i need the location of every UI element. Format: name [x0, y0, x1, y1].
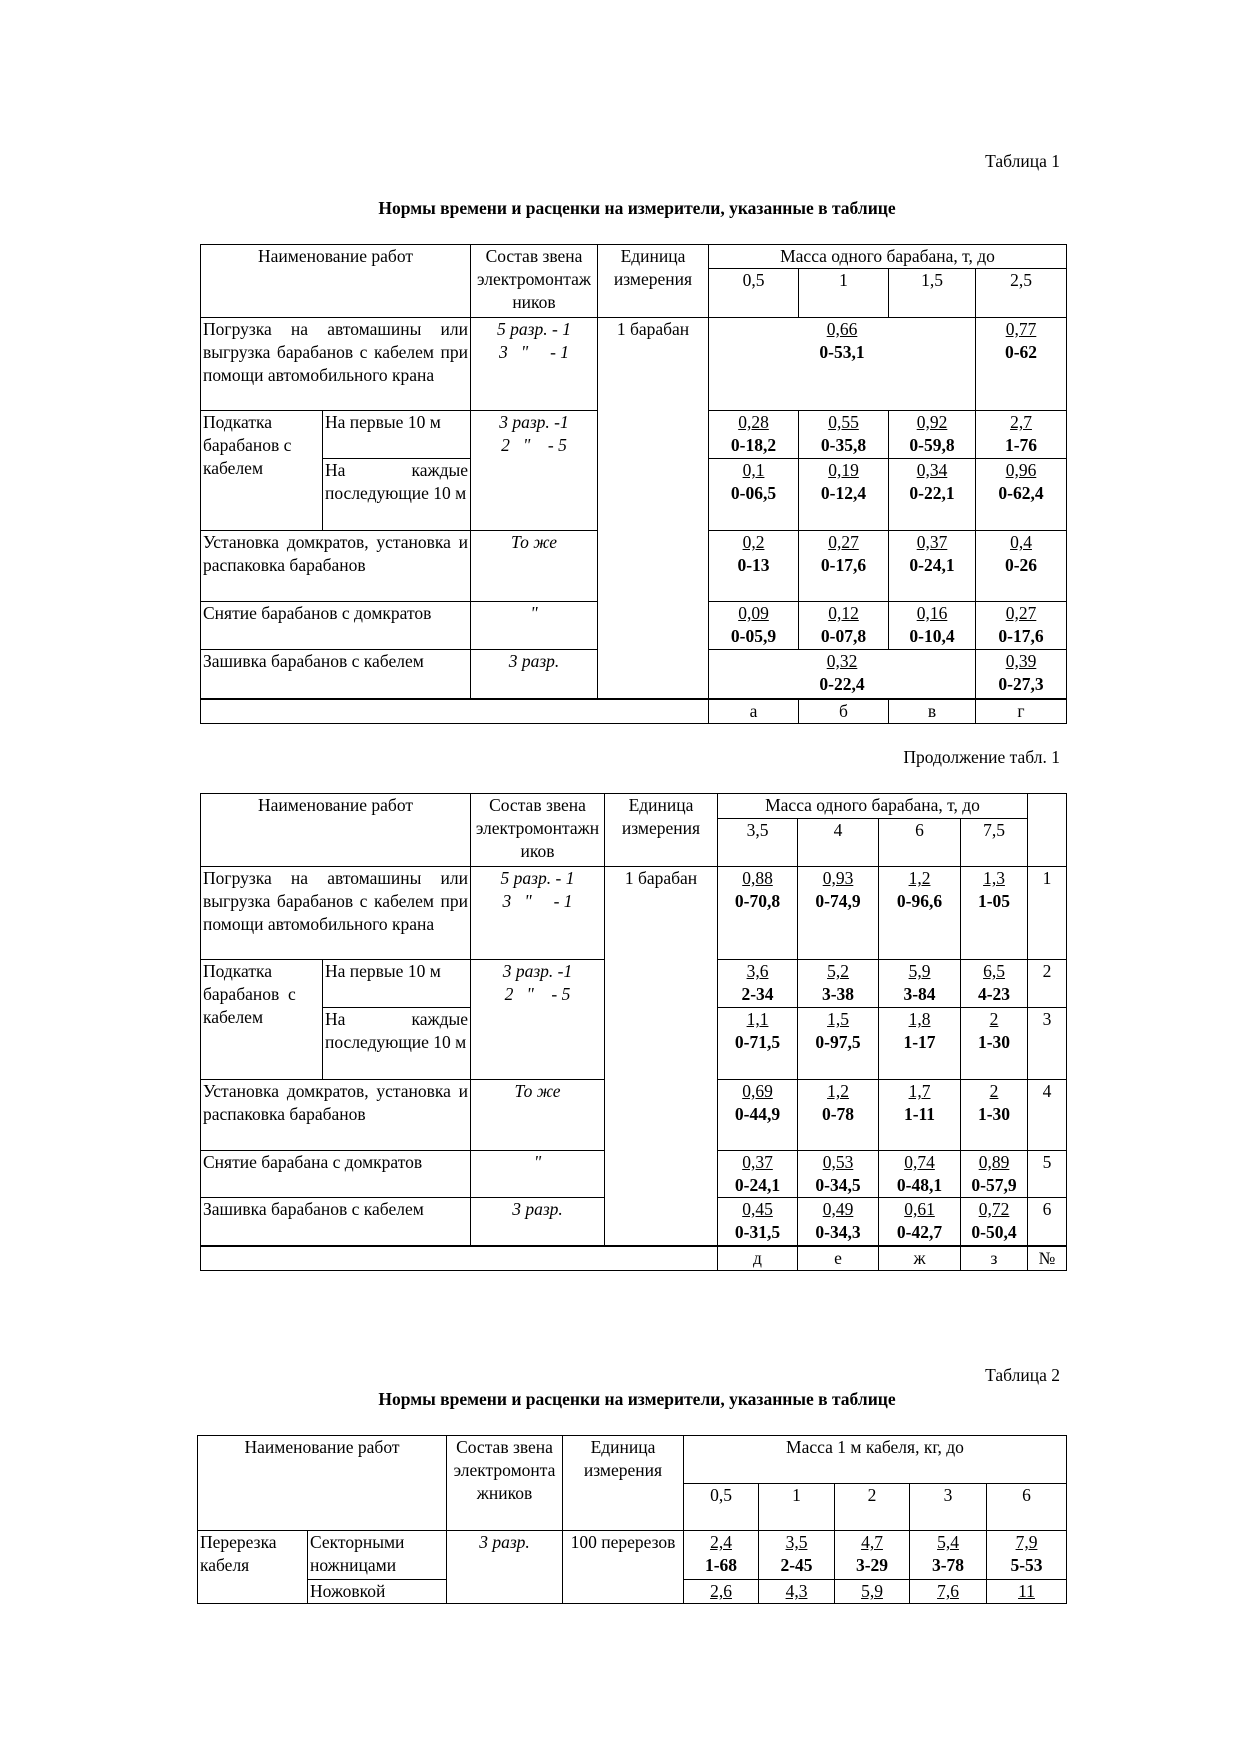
work-name: Зашивка барабанов с кабелем — [201, 650, 471, 699]
table1 — [200, 244, 1067, 724]
header-number — [1028, 794, 1067, 867]
norm-cell: 0,2 0-13 — [709, 531, 799, 602]
norm-cell: 0,4 0-26 — [976, 531, 1067, 602]
work-name: На каждые последующие 10 м — [323, 1008, 471, 1080]
norm-cell: 0,55 0-35,8 — [799, 411, 889, 459]
crew: 3 разр. -1 2 " - 5 — [471, 411, 598, 531]
norm-cell: 1,3 1-05 — [961, 867, 1028, 960]
crew: " — [471, 602, 598, 650]
column-letter: в — [889, 699, 976, 724]
column-letter: б — [799, 699, 889, 724]
crew: 3 разр. — [447, 1531, 563, 1604]
column-letter: д — [718, 1246, 798, 1271]
norm-cell: 2,6 — [684, 1580, 759, 1604]
empty-cell — [201, 699, 709, 724]
norm-cell: 2,7 1-76 — [976, 411, 1067, 459]
row-number: 4 — [1028, 1080, 1067, 1151]
work-name: На первые 10 м — [323, 960, 471, 1008]
header-name: Наименование работ — [201, 245, 471, 318]
mass-col: 0,5 — [684, 1484, 759, 1531]
crew: 5 разр. - 1 3 " - 1 — [471, 318, 598, 411]
column-letter: ж — [879, 1246, 961, 1271]
norm-cell: 3,5 2-45 — [759, 1531, 835, 1580]
mass-col: 1,5 — [889, 269, 976, 318]
norm-cell: 11 — [987, 1580, 1067, 1604]
work-name: Секторными ножницами — [308, 1531, 447, 1580]
mass-col: 6 — [987, 1484, 1067, 1531]
norm-cell: 2 1-30 — [961, 1080, 1028, 1151]
work-group: Перерезка кабеля — [198, 1531, 308, 1604]
norm-cell: 0,28 0-18,2 — [709, 411, 799, 459]
work-name: Ножовкой — [308, 1580, 447, 1604]
norm-cell: 4,3 — [759, 1580, 835, 1604]
norm-cell: 0,92 0-59,8 — [889, 411, 976, 459]
norm-cell: 3,6 2-34 — [718, 960, 798, 1008]
norm-cell: 0,16 0-10,4 — [889, 602, 976, 650]
unit: 1 барабан — [605, 867, 718, 1246]
mass-col: 0,5 — [709, 269, 799, 318]
mass-col: 3 — [910, 1484, 987, 1531]
crew: " — [471, 1151, 605, 1198]
work-name: Снятие барабана с домкратов — [201, 1151, 471, 1198]
header-mass: Масса одного барабана, т, до — [709, 245, 1067, 269]
norm-cell: 5,9 — [835, 1580, 910, 1604]
norm-cell: 1,7 1-11 — [879, 1080, 961, 1151]
norm-cell: 0,66 0-53,1 — [709, 318, 976, 411]
row-number: 3 — [1028, 1008, 1067, 1080]
norm-cell: 1,1 0-71,5 — [718, 1008, 798, 1080]
header-unit: Единица измерения — [605, 794, 718, 867]
mass-col: 4 — [798, 819, 879, 867]
norm-cell: 0,37 0-24,1 — [889, 531, 976, 602]
column-letter: № — [1028, 1246, 1067, 1271]
column-letter: з — [961, 1246, 1028, 1271]
norm-cell: 0,27 0-17,6 — [976, 602, 1067, 650]
mass-col: 1 — [799, 269, 889, 318]
norm-cell: 0,45 0-31,5 — [718, 1198, 798, 1246]
row-number: 6 — [1028, 1198, 1067, 1246]
work-group: Подкатка барабанов с кабелем — [201, 411, 323, 531]
table1-label: Таблица 1 — [985, 151, 1060, 171]
norm-cell: 0,96 0-62,4 — [976, 459, 1067, 531]
norm-cell: 0,09 0-05,9 — [709, 602, 799, 650]
norm-cell: 0,88 0-70,8 — [718, 867, 798, 960]
header-crew: Состав звена электромонтажников — [471, 794, 605, 867]
norm-cell: 1,2 0-78 — [798, 1080, 879, 1151]
norm-cell: 5,2 3-38 — [798, 960, 879, 1008]
header-crew: Состав звена электромонтажников — [471, 245, 598, 318]
crew: 5 разр. - 1 3 " - 1 — [471, 867, 605, 960]
norm-cell: 1,5 0-97,5 — [798, 1008, 879, 1080]
work-name: Установка домкратов, установка и распаковка барабанов — [201, 531, 471, 602]
table1-title: Нормы времени и расценки на измерители, указанные в таблице — [378, 198, 896, 218]
norm-cell: 0,72 0-50,4 — [961, 1198, 1028, 1246]
column-letter: г — [976, 699, 1067, 724]
column-letter: е — [798, 1246, 879, 1271]
norm-cell: 0,69 0-44,9 — [718, 1080, 798, 1151]
norm-cell: 0,49 0-34,3 — [798, 1198, 879, 1246]
work-name: Установка домкратов, установка и распаковка барабанов — [201, 1080, 471, 1151]
crew: 3 разр. — [471, 650, 598, 699]
norm-cell: 0,39 0-27,3 — [976, 650, 1067, 699]
norm-cell: 6,5 4-23 — [961, 960, 1028, 1008]
norm-cell: 0,53 0-34,5 — [798, 1151, 879, 1198]
crew: То же — [471, 1080, 605, 1151]
norm-cell: 4,7 3-29 — [835, 1531, 910, 1580]
column-letters-row — [201, 1246, 1067, 1271]
work-name: Погрузка на автомашины или выгрузка барабанов с кабелем при помощи автомобильного крана — [201, 867, 471, 960]
norm-cell: 0,77 0-62 — [976, 318, 1067, 411]
work-name: На первые 10 м — [323, 411, 471, 459]
row-number: 5 — [1028, 1151, 1067, 1198]
norm-cell: 0,19 0-12,4 — [799, 459, 889, 531]
crew: 3 разр. — [471, 1198, 605, 1246]
header-crew: Состав звена электромонтажников — [447, 1436, 563, 1531]
work-name: Зашивка барабанов с кабелем — [201, 1198, 471, 1246]
header-name: Наименование работ — [198, 1436, 447, 1531]
norm-cell: 7,6 — [910, 1580, 987, 1604]
norm-cell: 1,8 1-17 — [879, 1008, 961, 1080]
work-name: Погрузка на автомашины или выгрузка барабанов с кабелем при помощи автомобильного крана — [201, 318, 471, 411]
header-mass: Масса одного барабана, т, до — [718, 794, 1028, 819]
norm-cell: 0,34 0-22,1 — [889, 459, 976, 531]
header-unit: Единица измерения — [563, 1436, 684, 1531]
norm-cell: 0,32 0-22,4 — [709, 650, 976, 699]
mass-col: 2 — [835, 1484, 910, 1531]
norm-cell: 0,89 0-57,9 — [961, 1151, 1028, 1198]
header-unit: Единица измерения — [598, 245, 709, 318]
row-number: 1 — [1028, 867, 1067, 960]
unit: 100 перерезов — [563, 1531, 684, 1604]
column-letters-row — [201, 699, 1067, 724]
crew: 3 разр. -1 2 " - 5 — [471, 960, 605, 1080]
norm-cell: 1,2 0-96,6 — [879, 867, 961, 960]
crew: То же — [471, 531, 598, 602]
norm-cell: 2 1-30 — [961, 1008, 1028, 1080]
norm-cell: 5,9 3-84 — [879, 960, 961, 1008]
norm-cell: 0,27 0-17,6 — [799, 531, 889, 602]
norm-cell: 7,9 5-53 — [987, 1531, 1067, 1580]
mass-col: 2,5 — [976, 269, 1067, 318]
table2-title: Нормы времени и расценки на измерители, указанные в таблице — [378, 1389, 896, 1409]
work-name: Снятие барабанов с домкратов — [201, 602, 471, 650]
table-row — [201, 318, 1067, 411]
table-row — [201, 867, 1067, 960]
mass-col: 1 — [759, 1484, 835, 1531]
norm-cell: 0,12 0-07,8 — [799, 602, 889, 650]
mass-col: 7,5 — [961, 819, 1028, 867]
unit: 1 барабан — [598, 318, 709, 699]
table1-cont-label: Продолжение табл. 1 — [903, 747, 1060, 767]
header-name: Наименование работ — [201, 794, 471, 867]
table2 — [197, 1435, 1067, 1604]
empty-cell — [201, 1246, 718, 1271]
table2-label: Таблица 2 — [985, 1365, 1060, 1385]
norm-cell: 0,74 0-48,1 — [879, 1151, 961, 1198]
table1-continuation — [200, 793, 1067, 1271]
row-number: 2 — [1028, 960, 1067, 1008]
table-row — [198, 1531, 1067, 1580]
mass-col: 6 — [879, 819, 961, 867]
work-name: На каждые последующие 10 м — [323, 459, 471, 531]
norm-cell: 0,1 0-06,5 — [709, 459, 799, 531]
norm-cell: 2,4 1-68 — [684, 1531, 759, 1580]
norm-cell: 0,93 0-74,9 — [798, 867, 879, 960]
norm-cell: 5,4 3-78 — [910, 1531, 987, 1580]
work-group: Подкатка барабанов с кабелем — [201, 960, 323, 1080]
header-mass: Масса 1 м кабеля, кг, до — [684, 1436, 1067, 1484]
mass-col: 3,5 — [718, 819, 798, 867]
norm-cell: 0,61 0-42,7 — [879, 1198, 961, 1246]
norm-cell: 0,37 0-24,1 — [718, 1151, 798, 1198]
column-letter: а — [709, 699, 799, 724]
